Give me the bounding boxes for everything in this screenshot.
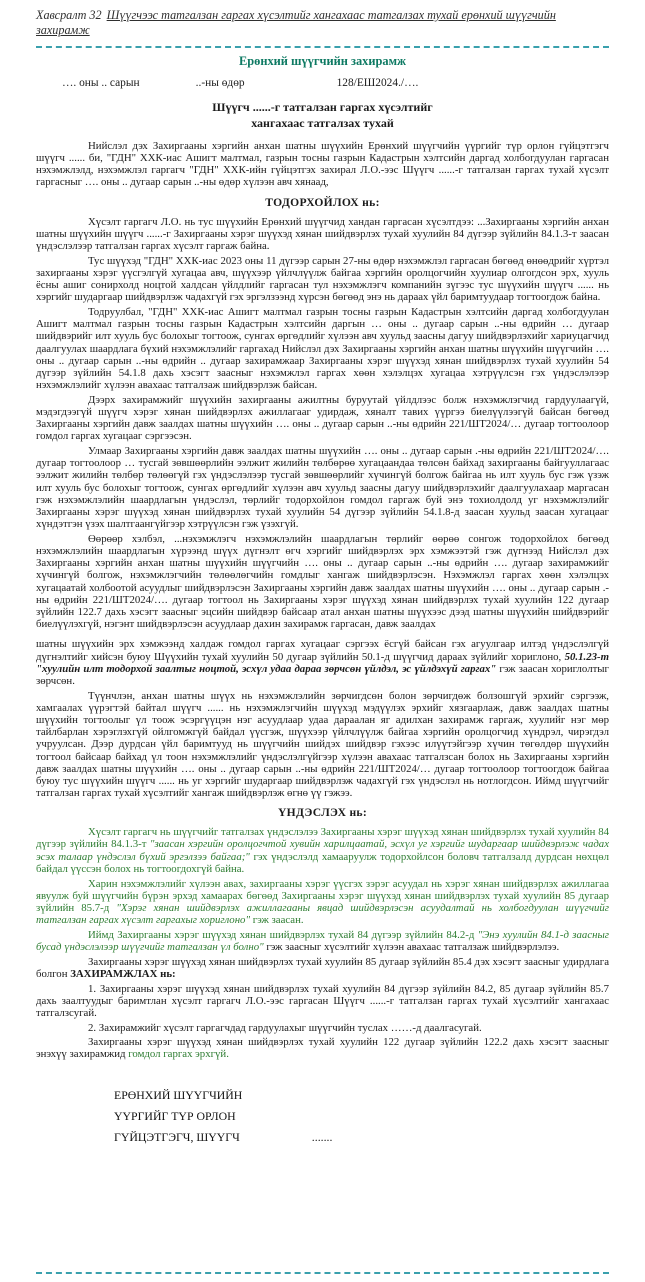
appendix-title: Шүүгчээс татгалзан гаргах хүсэлтийг хангахаас татгалзах тухай ерөнхий шүүгчийн захирамж [36, 8, 556, 38]
divider-top [36, 46, 609, 48]
no-appeal-note: гомдол гаргах эрхгүй. [128, 1048, 229, 1061]
date-part1: …. оны .. сарын [62, 76, 140, 89]
order-intro-paragraph [36, 956, 609, 980]
appendix-label: Хавсралт 32 [36, 8, 102, 22]
doc-number: 128/ЕШ2024./…. [336, 76, 419, 89]
paragraph-appeal-ruling: Улмаар Захиргааны хэргийн давж заалдах шатны шүүхийн …. оны .. дугаар сарын .-ны өдрийн 221/ШТ2024/…. дугаар тогтоолоор … тусгай зөвшөөрлийн ээлжит жилийн төлбөрөө хугацаандаа төлсөн байхад захиргааны байгууллагаас ээлжит жилийн төлбөр төлөөгүй гэх үндэслэлээр тусгай зөвшөөрлийг хүчингүй болгож байгаа нь илт хууль бус гэж үзэж илт хууль бус болохыг тогтоож, сунгах өргөдлийг хүлээн авч хуульд заасны дагуу шийдвэрлэхийг даалгуулахаар маргасан гэж нэхэмжлэлийн шаардлагын үндэслэл, төрлийг тодорхойлон гомдол гаргаж буй энэ тохиолдолд уг нэхэмжлэлийг Захиргааны хэрэг шүүхэд хянан шийдвэрлэх тухай хуулийн 54 дүгээр зүйлийн 54.1.8-д заасан хуульд заасан хугацааг хүндэтгэн үзэх шалтгаангүйгээр хэтрүүлсэн гэж үзэхгүй. [36, 445, 609, 531]
signature-block [114, 1085, 609, 1149]
continuation-text: шатны шүүхийн эрх хэмжээнд халдаж гомдол гаргах хугацааг сэргээх ёсгүй байсан гэх агуулгаар илтэд үндэслэлгүй дүгнэлтийг хийсэн буюу Шүүхийн тухай хуулийн 50 дугаар зүйлийн 50.1-д шүүгчид дараах зүйлийг хориглоно, [36, 638, 609, 663]
clause-ref: 50.1.23-т [564, 650, 609, 663]
reasoning-paragraph-3 [36, 929, 609, 953]
reasoning-paragraph-1 [36, 826, 609, 875]
subject-line-1: Шүүгч ......-г татгалзан гаргах хүсэлтийг [212, 99, 433, 114]
reasoning-2-tail: гэж заасан. [252, 914, 304, 927]
paragraph-request: Хүсэлт гаргагч Л.О. нь тус шүүхийн Ерөнхий шүүгчид хандан гаргасан хүсэлтдээ: ...Захиргааны хэргийн анхан шатны шүүхийн шүүгч ......-г Захиргааны хэрэг шүүхэд хянан шийдвэрлэх тухай хуулийн 84 дүгээр зүйлийн 84.1.3-т заасан үндэслэлээр татгалзан гаргах хүсэлт гаргаж байна. [36, 215, 609, 252]
date-part2: ..-ны өдөр [195, 76, 245, 89]
divider-bottom [36, 1272, 609, 1274]
law-quote: "хуулийн илт тодорхой заалтыг ноцтой, эсхүл удаа дараа зөрчсөн үйлдэл, эс үйлдэхүй гаргах" [36, 662, 500, 675]
decree-item-1: 1. Захиргааны хэрэг шүүхэд хянан шийдвэрлэх тухай хуулийн 84 дүгээр зүйлийн 84.2, 85 дугаар зүйлийн 85.7 дахь заалтуудыг баримтлан хүсэлт гаргагч Л.О.-ээс гаргасан Шүүгч ......-г татгалзан гаргах тухай хүсэлтийг хангахаас татгалзсугай. [36, 982, 609, 1019]
signature-dots: ....... [311, 1130, 333, 1145]
paragraph-claim-filed: Тус шүүхэд "ГДН" ХХК-иас 2023 оны 11 дүгээр сарын 27-ны өдөр нэхэмжлэл гаргасан бөгөөд өнөөдрийг хүртэл захиргааны хэрэг үүсгэлгүй хугацаа авч, шүүхээр үйлчлүүлж байгаа хэргийн оролцогчийн хуулиар олгогдсон эрх, хууль ёсны ашиг сонирхолд ноцтой халдсан үйлдлийг гаргасан тул нэхэмжлэгч компанийн зүгээс тус шүүхийн шүүгч ...... нь хэргийг шударгаар шийдвэрлэж чадахгүй гэх эргэлзээнд хүрсэн бөгөөд энэ нь дараах үйл баримтуудаар тогтоогдож байна. [36, 254, 609, 304]
reasoning-1-tail: гэх үндэслэлд хамааруулж тодорхойлсон боловч татгалзалд дурдсан нөхцөл байдал үүссэн болох нь тогтоогдохгүй байна. [36, 850, 609, 875]
reasoning-1-text: Хүсэлт гаргагч нь шүүгчийг татгалзах үндэслэлээ Захиргааны хэрэг шүүхэд хянан шийдвэрлэх тухай хуулийн 84 дүгээр зүйлийн 84.1.3-т [36, 826, 609, 851]
paragraph-order-not-delivered: Дээрх захирамжийг шүүхийн захиргааны ажилтны буруутай үйлдлээс болж нэхэмжлэгчид гардуулаагүй, мэдэгдээгүй шүүгч хэрэг хянан шийдвэрлэх ажиллагааг удирдаж, хяналт тавих үүргээ биелүүлээгүй байсан бөгөөд Захиргааны хэргийн давж заалдах шатны шүүхийн …. оны .. дугаар сарын ..-ны өдрийн 221/ШТ2024/… дугаар тогтоолоор гомдол гаргах хугацааг сэргээсэн. [36, 393, 609, 443]
appendix-heading [36, 8, 609, 39]
paragraph-continuation [36, 638, 609, 687]
law-quote-85-7: "Хэрэг хянан шийдвэрлэх ажиллагааны явцад шийдвэрлэсэн асуудалтай нь холбогдуулан шүүгчийг татгалзан гаргах хүсэлт гаргахыг хориглоно" [36, 901, 609, 927]
reasoning-paragraph-2 [36, 878, 609, 927]
signature-line-3 [114, 1127, 609, 1148]
section-heading-todorkhoilokh: ТОДОРХОЙЛОХ нь: [265, 195, 380, 209]
order-intro-text: Захиргааны хэрэг шүүхэд хянан шийдвэрлэх тухай хуулийн 85 дугаар зүйлийн 85.4 дэх хэсэгт заасныг удирдлага болгон [36, 955, 609, 980]
law-quote-84-2: "Энэ хуулийн 84.1-д заасныг бусад үндэслэлээр шүүгчийг татгалзан үл болно" [36, 928, 609, 953]
paragraph-details: Тодруулбал, "ГДН" ХХК-иас Ашигт малтмал газрын тосны газрын Кадастрын хэлтсийн даргад холбогдуулан Ашигт малтмал газрын тосны газрын Кадастрын хэлтсийн даргын … оны .. дугаар сарын ..-ны өдрийн … дугаар шийдвэрийг илт хууль бус болохыг тогтоож, сунгах өргөдлийг хүлээн авч хуульд заасны дагуу шийдвэрлэхийг хариуцагчид даалгуулах шаардлага бүхий нэхэмжлэлийг гаргахад Нийслэл дэх Захиргааны хэргийн анхан шатны шүүхийн шүүгчийн …. оны .. дугаар сарын ..-ны өдрийн .. дугаар захирамжаар Захиргааны хэрэг шүүхэд хянан шийдвэрлэх тухай хуулийн 54 дүгээр зүйлийн 54.1.8 дахь хэсэгт заасныг нэхэмжлэл гаргах хөөн хэлэлцэх хугацаа хэтрүүлсэн гэх үндэслэлээр нэхэмжлэлийг хүлээн авахаас татгалзаж шийдвэрлэж байсан. [36, 305, 609, 392]
subject-heading [36, 99, 609, 131]
law-quote-84-1-3: "заасан хэргийн оролцогчтой хувийн харилцаатай, эсхүл уг хэргийг шударгаар шийдвэрлэж чадах эсэх талаар үндэслэл бүхий эргэлзээ байгаа;" [36, 838, 609, 863]
no-appeal-paragraph [36, 1036, 609, 1060]
reasoning-3-lead: Иймд Захиргааны хэрэг шүүхэд хянан шийдвэрлэх тухай 84 дүгээр зүйлийн 84.2-д [88, 928, 478, 941]
doc-type-heading: Ерөнхий шүүгчийн захирамж [238, 53, 407, 68]
continuation-tail: гэж заасан хориглолтыг зөрчсөн. [36, 662, 609, 687]
date-row [36, 77, 609, 89]
signature-line-1: ЕРӨНХИЙ ШҮҮГЧИЙН [114, 1087, 243, 1102]
reasoning-3-tail: гэж заасныг хүсэлтийг хүлээн авахаас татгалзаж шийдвэрлэлээ. [266, 940, 560, 953]
section-heading-undeslekh: ҮНДЭСЛЭХ нь: [277, 806, 368, 820]
intro-paragraph: Нийслэл дэх Захиргааны хэргийн анхан шатны шүүхийн Ерөнхий шүүгчийн үүргийг түр орлон гүйцэтгэгч шүүгч ...... би, "ГДН" ХХК-иас Ашигт малтмал, газрын тосны газрын Кадастрын хэлтсийн даргад холбогдуулан гаргасан нэхэмжлэлд, нэхэмжлэл гаргагч "ГДН" ХХК-ийн гүйцэтгэх захирал Л.О.-ээс Шүүгч ......-г татгалзан гаргах тухай хүсэлт гаргасныг …. оны .. дугаар сарын ..-ны өдөр хүлээн авч хянаад, [36, 139, 609, 189]
order-keyword: ЗАХИРАМЖЛАХ нь: [70, 967, 176, 980]
paragraph-in-other-words: Өөрөөр хэлбэл, ...нэхэмжлэгч нэхэмжлэлийн шаардлагын төрлийг өөрөө сонгож тодорхойлох бөгөөд нэхэмжлэлийн шаардлагын хүрээнд шүүх дүгнэлт өгч хэргийг шийдвэрлэх эрх хэмжээтэй гэж дүгнээд Нийслэл дэх Захиргааны хэргийн анхан шатны шүүхийн шүүгчийн …. оны .. дугаар сарын ..-ны өдрийн …. дугаар захирамжийг хүчингүй болгож, нэхэмжлэгчийн төлөөлөгчийн гомдлыг хангаж шийдвэрлэсэн. Нэхэмжлэл гаргах хөөн хэлэлцэх хугацаатай холбоотой асуудлыг шийдвэрлэсэн Захиргааны хэргийн давж заалдах шатны шүүхийн …. оны .. дугаар сарын .-ны өдрийн 221/ШТ2024/…. дугаар тогтоол нь Захиргааны хэрэг шүүхэд хянан шийдвэрлэх тухай хуулийн 122 дугаар зүйлийн 122.7 дахь хэсэгт заасныг эцсийн шийдвэр байсаар атал анхан шатны шүүхээс дээд шатны шүүхийн шийдвэрийг биелүүлэхгүй, нэгэнт шийдвэрлэсэн асуудлаар дахин захирамж гаргасан, давж заалдах [36, 532, 609, 631]
signature-title: ГҮЙЦЭТГЭГЧ, ШҮҮГЧ [114, 1130, 240, 1145]
paragraph-furthermore: Түүнчлэн, анхан шатны шүүх нь нэхэмжлэлийн зөрчигдсөн болон зөрчигдөж болзошгүй эрхийг сэргээж, хамгаалах үүрэгтэй байтал шүүгч ...... нь нэхэмжлэгчийн шүүхэд мэдүүлэх эрхийг хязгаарлаж, давж заалдах шатны шүүхийн тогтоолыг үл тоож эсэргүүцэн нэг асуудлаар удаа дараалан яг адилхан захирамж гаргаж, хуулийг нэг мөр тайлбарлан хэрэглэхгүй ойлгомжгүй байдал үүсгэж, шүүхээр үйлчлүүлж байгаа хэргийн оролцогчид хүндрэл, чирэгдэл учруулсан. Дээр дурдсан үйл баримтууд нь шүүгчийн шийдэх шийдвэр гэхээс илүүтэйгээр хүчин төгөлдөр шүүхийн тогтоол байсаар байхад үл тоон нэхэмжлэлийг үндэслэлгүйгээр хүлээн авахаас татгалзсан болох нь Захиргааны хэргийн давж заалдах шатны шүүхийн …. оны .. дугаар сарын ..-ны өдрийн 221/ШТ2024/… дугаар тогтоолоор тогтоогдож байгаа буюу тус шүүхийн шүүгч ...... нь уг хэргийг шударгаар шийдвэрлэж чадахгүй гэх үндэслэл нь нотлогдсон. Иймд шүүгчийг татгалзан гаргах тухай хүсэлтийг хангаж шийдвэрлэж өгнө үү гэжээ. [36, 689, 609, 800]
no-appeal-text: Захиргааны хэрэг шүүхэд хянан шийдвэрлэх тухай хуулийн 122 дугаар зүйлийн 122.2 дахь хэсэгт заасныг энэхүү захирамжид [36, 1036, 609, 1061]
reasoning-2-text: Харин нэхэмжлэлийг хүлээн авах, захиргааны хэрэг үүсгэх зэрэг асуудал нь хэрэг хянан шийдвэрлэх ажиллагаа явуулж буй шүүгчийн бүрэн эрхэд хамаарах бөгөөд Захиргааны хэрэг шүүхэд хянан шийдвэрлэх тухай хуулийн 85 дугаар зүйлийн 85.7-д [36, 877, 609, 914]
decree-item-2: 2. Захирамжийг хүсэлт гаргагчдад гардуулахыг шүүгчийн туслах ……-д даалгасугай. [88, 1021, 482, 1034]
subject-line-2: хангахаас татгалзах тухай [251, 115, 394, 130]
signature-line-2: ҮҮРГИЙГ ТҮР ОРЛОН [114, 1108, 236, 1123]
